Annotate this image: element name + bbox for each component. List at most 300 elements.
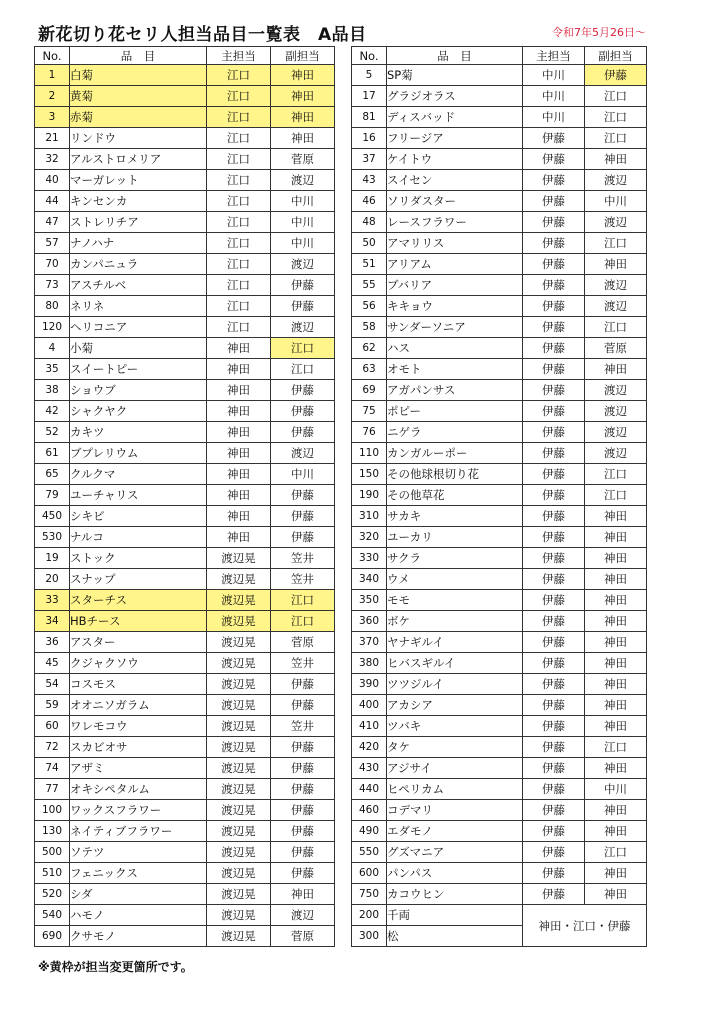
table-row bbox=[35, 359, 335, 380]
table-row bbox=[35, 737, 335, 758]
table-row bbox=[35, 86, 335, 107]
main-person: 渡辺晃 bbox=[207, 737, 271, 758]
table-row bbox=[35, 296, 335, 317]
sub-person: 渡辺 bbox=[585, 422, 647, 443]
main-person: 伊藤 bbox=[523, 527, 585, 548]
main-person: 伊藤 bbox=[523, 275, 585, 296]
table-row bbox=[352, 275, 647, 296]
table-row bbox=[35, 821, 335, 842]
table-row bbox=[352, 611, 647, 632]
main-person: 伊藤 bbox=[523, 380, 585, 401]
sub-person: 中川 bbox=[271, 191, 335, 212]
main-person: 渡辺晃 bbox=[207, 674, 271, 695]
item-number: 77 bbox=[35, 779, 70, 800]
main-person: 伊藤 bbox=[523, 212, 585, 233]
item-number: 44 bbox=[35, 191, 70, 212]
item-name: ソリダスター bbox=[387, 191, 523, 212]
main-person: 伊藤 bbox=[523, 506, 585, 527]
table-row bbox=[352, 359, 647, 380]
item-number: 81 bbox=[352, 107, 387, 128]
main-person: 江口 bbox=[207, 170, 271, 191]
main-person: 渡辺晃 bbox=[207, 716, 271, 737]
item-name: クサモノ bbox=[70, 926, 207, 947]
main-person: 伊藤 bbox=[523, 716, 585, 737]
item-name: ブバリア bbox=[387, 275, 523, 296]
main-person: 渡辺晃 bbox=[207, 548, 271, 569]
main-person: 神田 bbox=[207, 380, 271, 401]
left-assignment-table bbox=[34, 46, 335, 947]
table-row bbox=[35, 422, 335, 443]
item-name: その他草花 bbox=[387, 485, 523, 506]
main-person: 渡辺晃 bbox=[207, 863, 271, 884]
item-number: 57 bbox=[35, 233, 70, 254]
item-number: 40 bbox=[35, 170, 70, 191]
item-name: スカビオサ bbox=[70, 737, 207, 758]
main-person: 江口 bbox=[207, 233, 271, 254]
sub-person: 伊藤 bbox=[271, 695, 335, 716]
main-person: 伊藤 bbox=[523, 590, 585, 611]
sub-person: 中川 bbox=[271, 464, 335, 485]
table-row bbox=[352, 716, 647, 737]
table-row bbox=[35, 527, 335, 548]
table-row bbox=[352, 779, 647, 800]
sub-person: 中川 bbox=[585, 779, 647, 800]
item-number: 750 bbox=[352, 884, 387, 905]
main-person: 渡辺晃 bbox=[207, 632, 271, 653]
item-number: 38 bbox=[35, 380, 70, 401]
main-person: 江口 bbox=[207, 275, 271, 296]
sub-person: 渡辺 bbox=[585, 296, 647, 317]
item-number: 390 bbox=[352, 674, 387, 695]
item-number: 52 bbox=[35, 422, 70, 443]
main-person: 神田 bbox=[207, 506, 271, 527]
item-number: 410 bbox=[352, 716, 387, 737]
item-name: カンパニュラ bbox=[70, 254, 207, 275]
sub-person: 神田 bbox=[585, 590, 647, 611]
table-row bbox=[35, 926, 335, 947]
table-row bbox=[352, 863, 647, 884]
main-person: 伊藤 bbox=[523, 233, 585, 254]
item-number: 520 bbox=[35, 884, 70, 905]
sub-person: 伊藤 bbox=[271, 842, 335, 863]
main-person: 伊藤 bbox=[523, 800, 585, 821]
item-number: 79 bbox=[35, 485, 70, 506]
sub-person: 渡辺 bbox=[271, 905, 335, 926]
table-row bbox=[352, 695, 647, 716]
table-row bbox=[352, 170, 647, 191]
main-person: 渡辺晃 bbox=[207, 611, 271, 632]
sub-person: 神田 bbox=[271, 128, 335, 149]
sub-person: 伊藤 bbox=[271, 485, 335, 506]
item-name: ユーカリ bbox=[387, 527, 523, 548]
item-name: その他球根切り花 bbox=[387, 464, 523, 485]
item-name: フリージア bbox=[387, 128, 523, 149]
item-number: 320 bbox=[352, 527, 387, 548]
sub-person: 神田 bbox=[585, 359, 647, 380]
main-person: 伊藤 bbox=[523, 485, 585, 506]
item-number: 42 bbox=[35, 401, 70, 422]
item-name: エダモノ bbox=[387, 821, 523, 842]
sub-person: 伊藤 bbox=[271, 380, 335, 401]
effective-date: 令和7年5月26日～ bbox=[552, 26, 646, 39]
item-name: 松 bbox=[387, 926, 523, 947]
sub-person: 神田 bbox=[585, 653, 647, 674]
main-person: 中川 bbox=[523, 65, 585, 86]
sub-person: 菅原 bbox=[271, 149, 335, 170]
item-number: 59 bbox=[35, 695, 70, 716]
sub-person: 江口 bbox=[271, 359, 335, 380]
item-number: 530 bbox=[35, 527, 70, 548]
main-person: 伊藤 bbox=[523, 149, 585, 170]
item-number: 360 bbox=[352, 611, 387, 632]
sub-person: 神田 bbox=[585, 548, 647, 569]
item-number: 19 bbox=[35, 548, 70, 569]
main-person: 渡辺晃 bbox=[207, 905, 271, 926]
table-row bbox=[35, 485, 335, 506]
table-row bbox=[35, 464, 335, 485]
table-row bbox=[352, 65, 647, 86]
item-name: ブプレリウム bbox=[70, 443, 207, 464]
table-row bbox=[352, 653, 647, 674]
sub-person: 渡辺 bbox=[585, 212, 647, 233]
item-name: ストック bbox=[70, 548, 207, 569]
item-number: 550 bbox=[352, 842, 387, 863]
item-number: 100 bbox=[35, 800, 70, 821]
table-row bbox=[35, 653, 335, 674]
table-row bbox=[352, 485, 647, 506]
header-no: No. bbox=[35, 47, 70, 65]
table-row bbox=[352, 590, 647, 611]
table-row bbox=[35, 758, 335, 779]
item-name: グラジオラス bbox=[387, 86, 523, 107]
sub-person: 渡辺 bbox=[585, 170, 647, 191]
main-person: 伊藤 bbox=[523, 464, 585, 485]
main-person: 伊藤 bbox=[523, 611, 585, 632]
table-header-row bbox=[35, 47, 335, 65]
sub-person: 菅原 bbox=[585, 338, 647, 359]
sub-person: 伊藤 bbox=[271, 401, 335, 422]
item-number: 37 bbox=[352, 149, 387, 170]
table-row bbox=[35, 800, 335, 821]
item-name: シダ bbox=[70, 884, 207, 905]
item-name: サカキ bbox=[387, 506, 523, 527]
item-name: 白菊 bbox=[70, 65, 207, 86]
sub-person: 江口 bbox=[585, 317, 647, 338]
item-number: 45 bbox=[35, 653, 70, 674]
main-person: 伊藤 bbox=[523, 128, 585, 149]
main-person: 神田 bbox=[207, 359, 271, 380]
item-number: 61 bbox=[35, 443, 70, 464]
item-name: ヤナギルイ bbox=[387, 632, 523, 653]
item-number: 330 bbox=[352, 548, 387, 569]
sub-person: 伊藤 bbox=[271, 527, 335, 548]
item-number: 48 bbox=[352, 212, 387, 233]
main-person: 伊藤 bbox=[523, 569, 585, 590]
table-row bbox=[352, 317, 647, 338]
table-row bbox=[352, 233, 647, 254]
item-number: 380 bbox=[352, 653, 387, 674]
sub-person: 江口 bbox=[271, 611, 335, 632]
item-name: ヘリコニア bbox=[70, 317, 207, 338]
item-number: 110 bbox=[352, 443, 387, 464]
item-name: ヒペリカム bbox=[387, 779, 523, 800]
item-number: 51 bbox=[352, 254, 387, 275]
sub-person: 伊藤 bbox=[271, 758, 335, 779]
item-name: ユーチャリス bbox=[70, 485, 207, 506]
main-person: 神田 bbox=[207, 464, 271, 485]
table-row bbox=[35, 233, 335, 254]
sub-person: 神田 bbox=[585, 695, 647, 716]
table-row bbox=[35, 191, 335, 212]
main-person: 江口 bbox=[207, 149, 271, 170]
item-name: サクラ bbox=[387, 548, 523, 569]
item-number: 600 bbox=[352, 863, 387, 884]
item-number: 75 bbox=[352, 401, 387, 422]
header-item: 品 目 bbox=[387, 47, 523, 65]
item-number: 200 bbox=[352, 905, 387, 926]
table-row bbox=[352, 569, 647, 590]
table-row bbox=[35, 170, 335, 191]
main-person: 江口 bbox=[207, 86, 271, 107]
header-item: 品 目 bbox=[70, 47, 207, 65]
main-person: 伊藤 bbox=[523, 821, 585, 842]
table-row bbox=[35, 275, 335, 296]
sub-person: 笠井 bbox=[271, 716, 335, 737]
item-number: 420 bbox=[352, 737, 387, 758]
table-row bbox=[352, 506, 647, 527]
sub-person: 神田 bbox=[585, 863, 647, 884]
main-person: 伊藤 bbox=[523, 338, 585, 359]
item-name: カンガルーポー bbox=[387, 443, 523, 464]
item-name: アリアム bbox=[387, 254, 523, 275]
sub-person: 笠井 bbox=[271, 569, 335, 590]
sub-person: 伊藤 bbox=[271, 779, 335, 800]
item-number: 33 bbox=[35, 590, 70, 611]
main-person: 伊藤 bbox=[523, 317, 585, 338]
item-name: スイートピー bbox=[70, 359, 207, 380]
item-number: 50 bbox=[352, 233, 387, 254]
table-row bbox=[35, 842, 335, 863]
item-name: スターチス bbox=[70, 590, 207, 611]
item-number: 450 bbox=[35, 506, 70, 527]
sub-person: 神田 bbox=[585, 611, 647, 632]
item-number: 1 bbox=[35, 65, 70, 86]
table-row bbox=[35, 506, 335, 527]
sub-person: 笠井 bbox=[271, 653, 335, 674]
table-row bbox=[352, 821, 647, 842]
item-name: ボケ bbox=[387, 611, 523, 632]
main-person: 伊藤 bbox=[523, 191, 585, 212]
sub-person: 江口 bbox=[585, 107, 647, 128]
main-person: 江口 bbox=[207, 296, 271, 317]
table-row bbox=[35, 674, 335, 695]
main-person: 江口 bbox=[207, 317, 271, 338]
item-name: ツバキ bbox=[387, 716, 523, 737]
item-name: ポピー bbox=[387, 401, 523, 422]
sub-person: 伊藤 bbox=[271, 506, 335, 527]
main-person: 渡辺晃 bbox=[207, 842, 271, 863]
table-row bbox=[352, 884, 647, 905]
item-number: 4 bbox=[35, 338, 70, 359]
item-name: オキシペタルム bbox=[70, 779, 207, 800]
table-row bbox=[352, 401, 647, 422]
item-name: ハス bbox=[387, 338, 523, 359]
table-row bbox=[352, 86, 647, 107]
item-name: キンセンカ bbox=[70, 191, 207, 212]
sub-person: 神田 bbox=[585, 527, 647, 548]
item-name: ソテツ bbox=[70, 842, 207, 863]
item-number: 350 bbox=[352, 590, 387, 611]
item-number: 76 bbox=[352, 422, 387, 443]
main-person: 江口 bbox=[207, 128, 271, 149]
right-assignment-table bbox=[351, 46, 647, 947]
sub-person: 神田 bbox=[585, 821, 647, 842]
table-row bbox=[35, 611, 335, 632]
item-number: 690 bbox=[35, 926, 70, 947]
item-name: HBチース bbox=[70, 611, 207, 632]
table-row bbox=[352, 800, 647, 821]
table-row bbox=[35, 548, 335, 569]
main-person: 渡辺晃 bbox=[207, 569, 271, 590]
item-number: 55 bbox=[352, 275, 387, 296]
item-number: 58 bbox=[352, 317, 387, 338]
item-name: アスチルベ bbox=[70, 275, 207, 296]
main-person: 伊藤 bbox=[523, 737, 585, 758]
table-row bbox=[35, 107, 335, 128]
item-number: 130 bbox=[35, 821, 70, 842]
header-sub-person: 副担当 bbox=[585, 47, 647, 65]
table-row bbox=[352, 191, 647, 212]
table-row bbox=[35, 863, 335, 884]
table-row bbox=[35, 905, 335, 926]
sub-person: 伊藤 bbox=[271, 296, 335, 317]
item-name: ハモノ bbox=[70, 905, 207, 926]
item-number: 5 bbox=[352, 65, 387, 86]
main-person: 神田 bbox=[207, 422, 271, 443]
table-row bbox=[35, 128, 335, 149]
sub-person: 江口 bbox=[585, 128, 647, 149]
item-number: 16 bbox=[352, 128, 387, 149]
table-row bbox=[35, 590, 335, 611]
sub-person: 渡辺 bbox=[271, 443, 335, 464]
table-row bbox=[352, 254, 647, 275]
item-name: ケイトウ bbox=[387, 149, 523, 170]
main-person: 神田 bbox=[207, 485, 271, 506]
item-name: ナルコ bbox=[70, 527, 207, 548]
item-name: モモ bbox=[387, 590, 523, 611]
item-number: 300 bbox=[352, 926, 387, 947]
main-person: 伊藤 bbox=[523, 632, 585, 653]
sub-person: 渡辺 bbox=[585, 275, 647, 296]
item-name: コスモス bbox=[70, 674, 207, 695]
main-person: 渡辺晃 bbox=[207, 800, 271, 821]
item-number: 500 bbox=[35, 842, 70, 863]
item-name: ネリネ bbox=[70, 296, 207, 317]
table-row bbox=[352, 758, 647, 779]
item-number: 62 bbox=[352, 338, 387, 359]
main-person: 伊藤 bbox=[523, 674, 585, 695]
header-sub-person: 副担当 bbox=[271, 47, 335, 65]
item-name: アガパンサス bbox=[387, 380, 523, 401]
sub-person: 神田 bbox=[585, 674, 647, 695]
item-name: マーガレット bbox=[70, 170, 207, 191]
item-name: コデマリ bbox=[387, 800, 523, 821]
sub-person: 江口 bbox=[271, 590, 335, 611]
item-number: 69 bbox=[352, 380, 387, 401]
item-number: 430 bbox=[352, 758, 387, 779]
sub-person: 神田 bbox=[585, 632, 647, 653]
sub-person: 伊藤 bbox=[271, 863, 335, 884]
item-name: パンパス bbox=[387, 863, 523, 884]
main-person: 江口 bbox=[207, 65, 271, 86]
table-row bbox=[352, 107, 647, 128]
item-number: 73 bbox=[35, 275, 70, 296]
item-number: 21 bbox=[35, 128, 70, 149]
item-name: シャクヤク bbox=[70, 401, 207, 422]
table-row bbox=[35, 212, 335, 233]
sub-person: 渡辺 bbox=[585, 401, 647, 422]
sub-person: 神田 bbox=[585, 254, 647, 275]
item-number: 54 bbox=[35, 674, 70, 695]
sub-person: 伊藤 bbox=[271, 422, 335, 443]
sub-person: 渡辺 bbox=[271, 170, 335, 191]
sub-person: 伊藤 bbox=[271, 737, 335, 758]
table-row bbox=[352, 338, 647, 359]
item-name: リンドウ bbox=[70, 128, 207, 149]
item-name: 赤菊 bbox=[70, 107, 207, 128]
change-note: ※黄枠が担当変更箇所です。 bbox=[38, 960, 193, 974]
table-row bbox=[35, 401, 335, 422]
main-person: 伊藤 bbox=[523, 842, 585, 863]
item-name: グズマニア bbox=[387, 842, 523, 863]
item-number: 70 bbox=[35, 254, 70, 275]
item-name: アマリリス bbox=[387, 233, 523, 254]
main-person: 伊藤 bbox=[523, 401, 585, 422]
sub-person: 伊藤 bbox=[271, 674, 335, 695]
item-number: 74 bbox=[35, 758, 70, 779]
sub-person: 江口 bbox=[585, 485, 647, 506]
main-person: 伊藤 bbox=[523, 548, 585, 569]
main-person: 伊藤 bbox=[523, 863, 585, 884]
main-person: 渡辺晃 bbox=[207, 695, 271, 716]
item-name: ワレモコウ bbox=[70, 716, 207, 737]
item-name: キキョウ bbox=[387, 296, 523, 317]
table-row bbox=[35, 149, 335, 170]
sub-person: 神田 bbox=[585, 800, 647, 821]
shared-assignment: 神田・江口・伊藤 bbox=[523, 905, 647, 947]
main-person: 江口 bbox=[207, 191, 271, 212]
sub-person: 菅原 bbox=[271, 926, 335, 947]
main-person: 伊藤 bbox=[523, 170, 585, 191]
main-person: 伊藤 bbox=[523, 884, 585, 905]
sub-person: 渡辺 bbox=[271, 317, 335, 338]
item-name: SP菊 bbox=[387, 65, 523, 86]
item-number: 490 bbox=[352, 821, 387, 842]
item-name: アジサイ bbox=[387, 758, 523, 779]
table-row bbox=[352, 443, 647, 464]
table-header-row bbox=[352, 47, 647, 65]
main-person: 渡辺晃 bbox=[207, 758, 271, 779]
sub-person: 伊藤 bbox=[271, 800, 335, 821]
item-name: 千両 bbox=[387, 905, 523, 926]
item-name: 小菊 bbox=[70, 338, 207, 359]
main-person: 中川 bbox=[523, 107, 585, 128]
table-row bbox=[352, 212, 647, 233]
item-name: ネイティブフラワー bbox=[70, 821, 207, 842]
sub-person: 江口 bbox=[585, 464, 647, 485]
item-name: スイセン bbox=[387, 170, 523, 191]
sub-person: 神田 bbox=[585, 716, 647, 737]
